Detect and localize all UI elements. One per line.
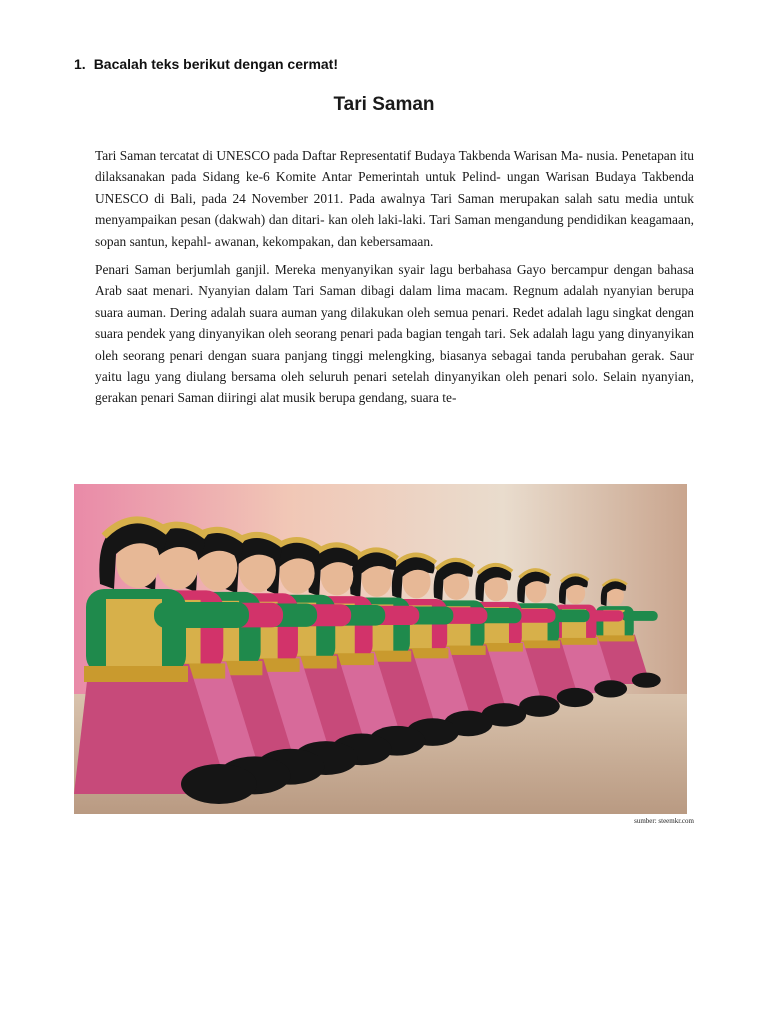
dancer-belt [595,635,635,641]
dancer-belt [84,666,188,682]
article-body [95,145,694,416]
page-title: Tari Saman [333,94,435,115]
saman-dance-photo [74,484,687,814]
paragraph-2: Penari Saman berjumlah ganjil. Mereka menyanyikan syair lagu berbahasa Gayo bercampur dengan bahasa Arab saat menari. Nyanyian dalam Tari Saman dibagi dalam lima macam. Regnum adalah nyanyian berupa suara auman. Dering adalah suara auman yang dilakukan oleh semua penari. Redet adalah lagu singkat dengan suara pendek yang dinyanyikan oleh seorang penari pada bagian tengah tari. Sek adalah lagu yang dinyanyikan oleh seorang penari dengan suara panjang tinggi melengking, biasanya sebagai tanda perubahan gerak. Saur yaitu lagu yang diulang bersama oleh seluruh penari setelah dinyanyikan oleh penari solo. Selain nyanyian, gerakan penari Saman diiringi alat musik berupa gendang, suara te- [95,262,694,406]
dancer-arm [154,602,249,628]
dancer-leg [557,688,594,707]
dancer-leg [594,680,627,697]
dancer-leg [181,764,257,804]
dancer-vest [106,599,162,669]
paragraph-1: Tari Saman tercatat di UNESCO pada Daftar Representatif Budaya Takbenda Warisan Ma- nusia. Penetapan itu dilaksanakan pada Sidang ke-6 Komite Antar Pemerintah untuk Pelind- ungan Warisan Budaya Takbenda UNESCO di Bali, pada 24 November 2011. Pada awalnya Tari Saman merupakan salah satu media untuk menyampaikan pesan (dakwah) dan ditari- kan oleh laki-laki. Tari Saman mengandung pendidikan keagamaan, sopan santun, kepahl- awanan, kekompakan, dan kebersamaan. [95,148,694,249]
question-number: 1. [74,56,86,72]
photo-credit: sumber: steemkr.com [634,817,694,825]
dancer-leg [632,673,661,688]
question-text: Bacalah teks berikut dengan cermat! [93,56,338,72]
saman-dance-illustration [74,484,687,814]
question-heading [74,56,338,72]
dancer-arm [622,611,658,621]
